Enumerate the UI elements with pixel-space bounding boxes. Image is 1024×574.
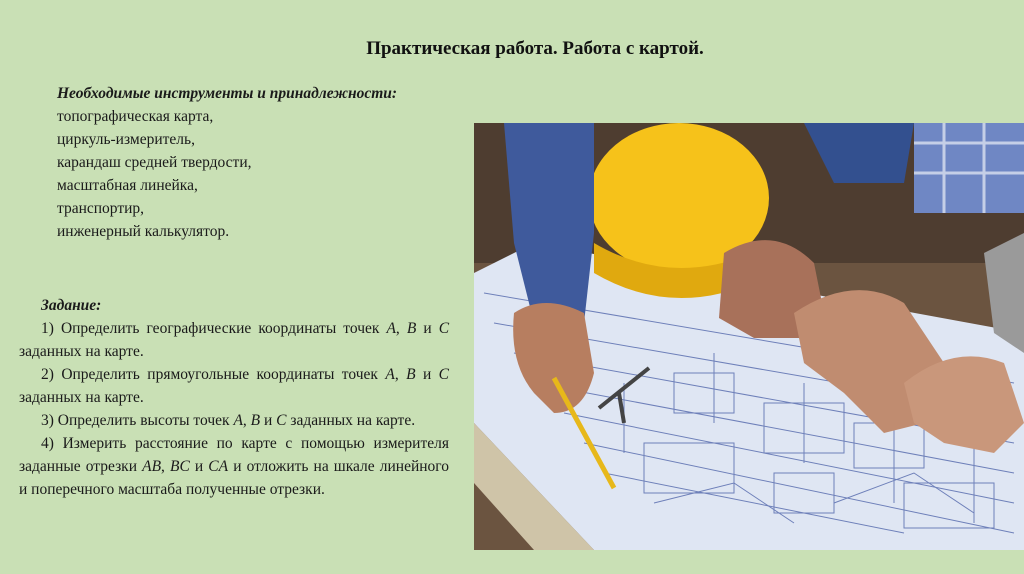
task-item-2: 2) Определить прямоугольные координаты точек A, B и C заданных на карте. bbox=[19, 366, 450, 406]
blueprint-photo bbox=[474, 123, 1024, 550]
plaid-sleeve bbox=[914, 123, 1024, 213]
tool-item: топографическая карта, bbox=[57, 108, 214, 125]
tool-item: карандаш средней твердости, bbox=[57, 154, 252, 171]
tool-item: масштабная линейка, bbox=[57, 177, 198, 194]
tools-heading: Необходимые инструменты и принадлежности: bbox=[57, 85, 398, 102]
task-item-4: 4) Измерить расстояние по карте с помощью измерителя заданные отрезки AB, BC и CA и отложить на шкале линейного и поперечного масштаба полученные отрезки. bbox=[19, 435, 450, 498]
task-item-1: 1) Определить географические координаты точек A, B и C заданных на карте. bbox=[19, 320, 450, 360]
task-item-3: 3) Определить высоты точек A, B и C заданных на карте. bbox=[41, 412, 416, 429]
tool-item: транспортир, bbox=[57, 200, 145, 217]
tool-item: циркуль-измеритель, bbox=[57, 131, 195, 148]
task-heading: Задание: bbox=[41, 297, 102, 314]
slide-title: Практическая работа. Работа с картой. bbox=[366, 38, 704, 59]
task-block bbox=[19, 294, 449, 501]
tool-item: инженерный калькулятор. bbox=[57, 223, 230, 240]
blueprint-photo-illustration bbox=[474, 123, 1024, 550]
tools-list bbox=[57, 82, 397, 243]
